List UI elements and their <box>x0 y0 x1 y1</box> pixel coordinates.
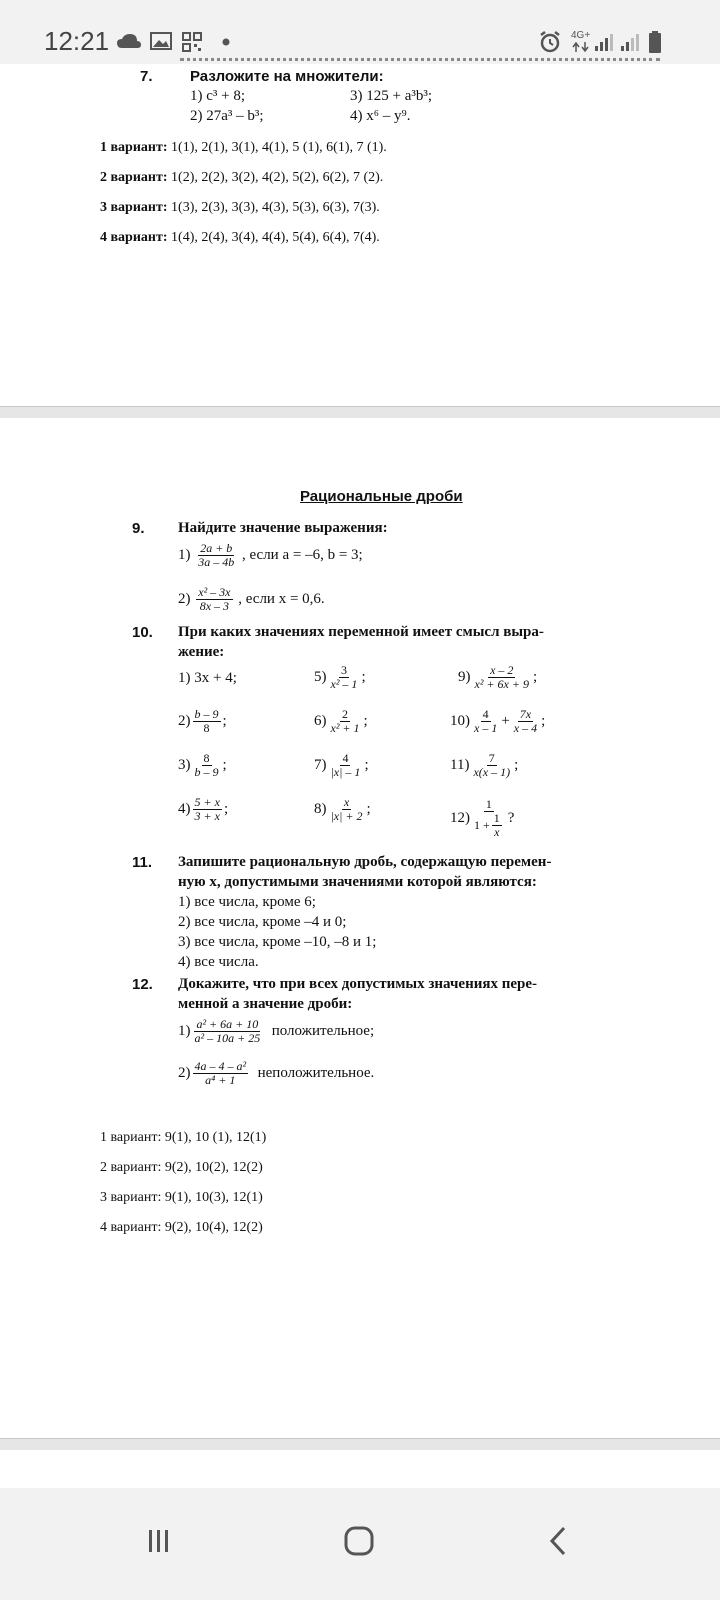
alarm-icon <box>538 30 562 54</box>
task-10-item-10: 10) $\frac{4}{x - 1}$ + $\frac{7x}{x - 4}$ ; <box>450 707 546 735</box>
task-10-item-11: 11) $\frac{7}{x(x - 1)}$ ; <box>450 751 519 779</box>
task-11-line-1: Запишите рациональную дробь, содержащую перемен- <box>178 854 552 870</box>
home-button[interactable] <box>344 1526 374 1556</box>
cropped-previous-line <box>0 58 720 68</box>
task-9-number: 9. <box>132 520 145 537</box>
variant-line-4: 4 вариант: 1(4), 2(4), 3(4), 4(4), 5(4), 6(4), 7(4). <box>100 230 380 245</box>
document-page-1 <box>0 64 720 407</box>
network-type: 4G+ <box>571 30 591 41</box>
clock: 12:21 <box>44 26 110 56</box>
qr-code-icon <box>182 32 202 52</box>
page-title: Рациональные дроби <box>300 488 463 505</box>
back-button[interactable] <box>548 1526 568 1556</box>
notification-dot-icon <box>222 38 230 46</box>
task-11-line-6: 4) все числа. <box>178 954 259 970</box>
variant-line-4: 4 вариант: 9(2), 10(4), 12(2) <box>100 1220 263 1235</box>
variant-line-2: 2 вариант: 9(2), 10(2), 12(2) <box>100 1160 263 1175</box>
task-10-item-3: 3) $\frac{8}{b - 9}$ ; <box>178 751 227 779</box>
status-bar <box>0 0 720 64</box>
document-page-3 <box>0 1450 720 1488</box>
variant-line-3: 3 вариант: 9(1), 10(3), 12(1) <box>100 1190 263 1205</box>
task-11-line-3: 1) все числа, кроме 6; <box>178 894 316 910</box>
task-10-title-line2: жение: <box>178 644 225 660</box>
task-9-title: Найдите значение выражения: <box>178 520 388 536</box>
task-10-number: 10. <box>132 624 153 641</box>
recent-apps-button[interactable] <box>146 1528 172 1554</box>
task-9-item-1: 1) $\frac{2a + b}{3a - 4b}$ , если a = –6, b = 3; <box>178 541 363 569</box>
document-page-2 <box>0 418 720 1439</box>
task-10-item-9: 9) $\frac{x - 2}{\text{x² + 6x + 9}}$ ; <box>458 663 538 691</box>
cloud-icon <box>116 33 142 49</box>
variant-line-1: 1 вариант: 1(1), 2(1), 3(1), 4(1), 5 (1), 6(1), 7 (1). <box>100 140 387 155</box>
task-10-item-12: 12) 1 1 + $\frac{1}{x}$ ? <box>450 797 515 839</box>
data-arrows-icon <box>572 42 590 52</box>
task-7-item-4: 4) x⁶ – y⁹. <box>350 108 411 124</box>
task-10-item-1: 1) 3x + 4; <box>178 670 237 686</box>
signal-icon-2 <box>620 32 642 52</box>
task-7-item-2: 2) 27a³ – b³; <box>190 108 264 124</box>
battery-icon <box>648 30 662 54</box>
task-11-line-5: 3) все числа, кроме –10, –8 и 1; <box>178 934 377 950</box>
task-10-item-8: 8) $\frac{x}{|x| + 2}$ ; <box>314 795 371 823</box>
variant-line-3: 3 вариант: 1(3), 2(3), 3(3), 4(3), 5(3), 6(3), 7(3). <box>100 200 380 215</box>
gallery-icon <box>150 32 172 50</box>
task-11-line-4: 2) все числа, кроме –4 и 0; <box>178 914 347 930</box>
task-7-title: Разложите на множители: <box>190 68 384 85</box>
task-7-number: 7. <box>140 68 153 85</box>
task-10-item-2: 2) $\frac{b - 9}{8}$ ; <box>178 707 227 735</box>
task-11-number: 11. <box>132 854 153 871</box>
task-12-title-line2: менной a значение дроби: <box>178 996 353 1012</box>
task-10-item-5: 5) $\frac{3}{\text{x² – 1}}$ ; <box>314 663 366 691</box>
variant-line-1: 1 вариант: 9(1), 10 (1), 12(1) <box>100 1130 267 1145</box>
task-7-item-3: 3) 125 + a³b³; <box>350 88 433 104</box>
task-10-item-6: 6) $\frac{2}{\text{x² + 1}}$ ; <box>314 707 368 735</box>
task-10-item-7: 7) $\frac{4}{|x| - 1}$ ; <box>314 751 369 779</box>
task-11-line-2: ную x, допустимыми значениями которой являются: <box>178 874 537 890</box>
task-12-title-line1: Докажите, что при всех допустимых значениях пере- <box>178 976 538 992</box>
task-12-item-1: 1) $\frac{\text{a² + 6a + 10}}{\text{a² – 10a + 25}}$ положительное; <box>178 1017 375 1045</box>
task-12-number: 12. <box>132 976 153 993</box>
task-10-title-line1: При каких значениях переменной имеет смысл выра- <box>178 624 544 640</box>
signal-icon-1 <box>594 32 616 52</box>
task-10-item-4: 4) $\frac{5 + x}{3 + x}$ ; <box>178 795 229 823</box>
navigation-bar <box>0 1488 720 1600</box>
task-9-item-2: 2) $\frac{\text{x² – 3x}}{8x - 3}$ , если x = 0,6. <box>178 585 325 613</box>
variant-line-2: 2 вариант: 1(2), 2(2), 3(2), 4(2), 5(2), 6(2), 7 (2). <box>100 170 384 185</box>
task-7-item-1: 1) c³ + 8; <box>190 88 246 104</box>
task-12-item-2: 2) $\frac{\text{4a – 4 – a²}}{\text{a⁴ + 1}}$ неположительное. <box>178 1059 375 1087</box>
